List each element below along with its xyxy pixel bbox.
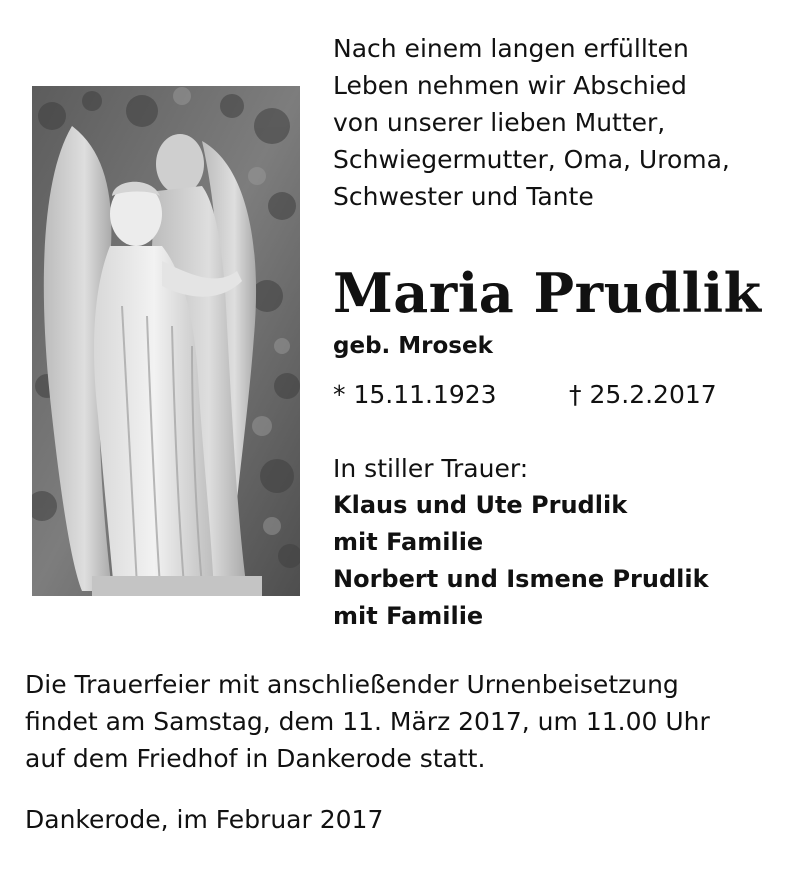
intro-text [333,30,783,215]
mourner-line: Klaus und Ute Prudlik [333,491,628,519]
intro-line: Schwiegermutter, Oma, Uroma, [333,145,730,174]
angel-statue-icon [32,86,300,596]
mourner-line: Norbert und Ismene Prudlik [333,565,709,593]
intro-line: von unserer lieben Mutter, [333,108,666,137]
intro-line: Schwester und Tante [333,182,594,211]
mourners-block [333,450,783,635]
maiden-name: geb. Mrosek [333,333,493,359]
intro-line: Nach einem langen erfüllten [333,34,689,63]
place-and-date: Dankerode, im Februar 2017 [25,805,384,834]
deceased-name: Maria Prudlik [333,261,762,325]
mourner-line: mit Familie [333,528,484,556]
ceremony-info [25,666,785,777]
ceremony-line: findet am Samstag, dem 11. März 2017, um 11.00 Uhr [25,707,710,736]
angel-statue-photo [32,86,300,596]
mourners-heading: In stiller Trauer: [333,454,529,483]
death-date: † 25.2.2017 [569,380,717,409]
birth-date: * 15.11.1923 [333,380,497,409]
mourner-line: mit Familie [333,602,484,630]
ceremony-line: auf dem Friedhof in Dankerode statt. [25,744,486,773]
intro-line: Leben nehmen wir Abschied [333,71,687,100]
ceremony-line: Die Trauerfeier mit anschließender Urnenbeisetzung [25,670,679,699]
